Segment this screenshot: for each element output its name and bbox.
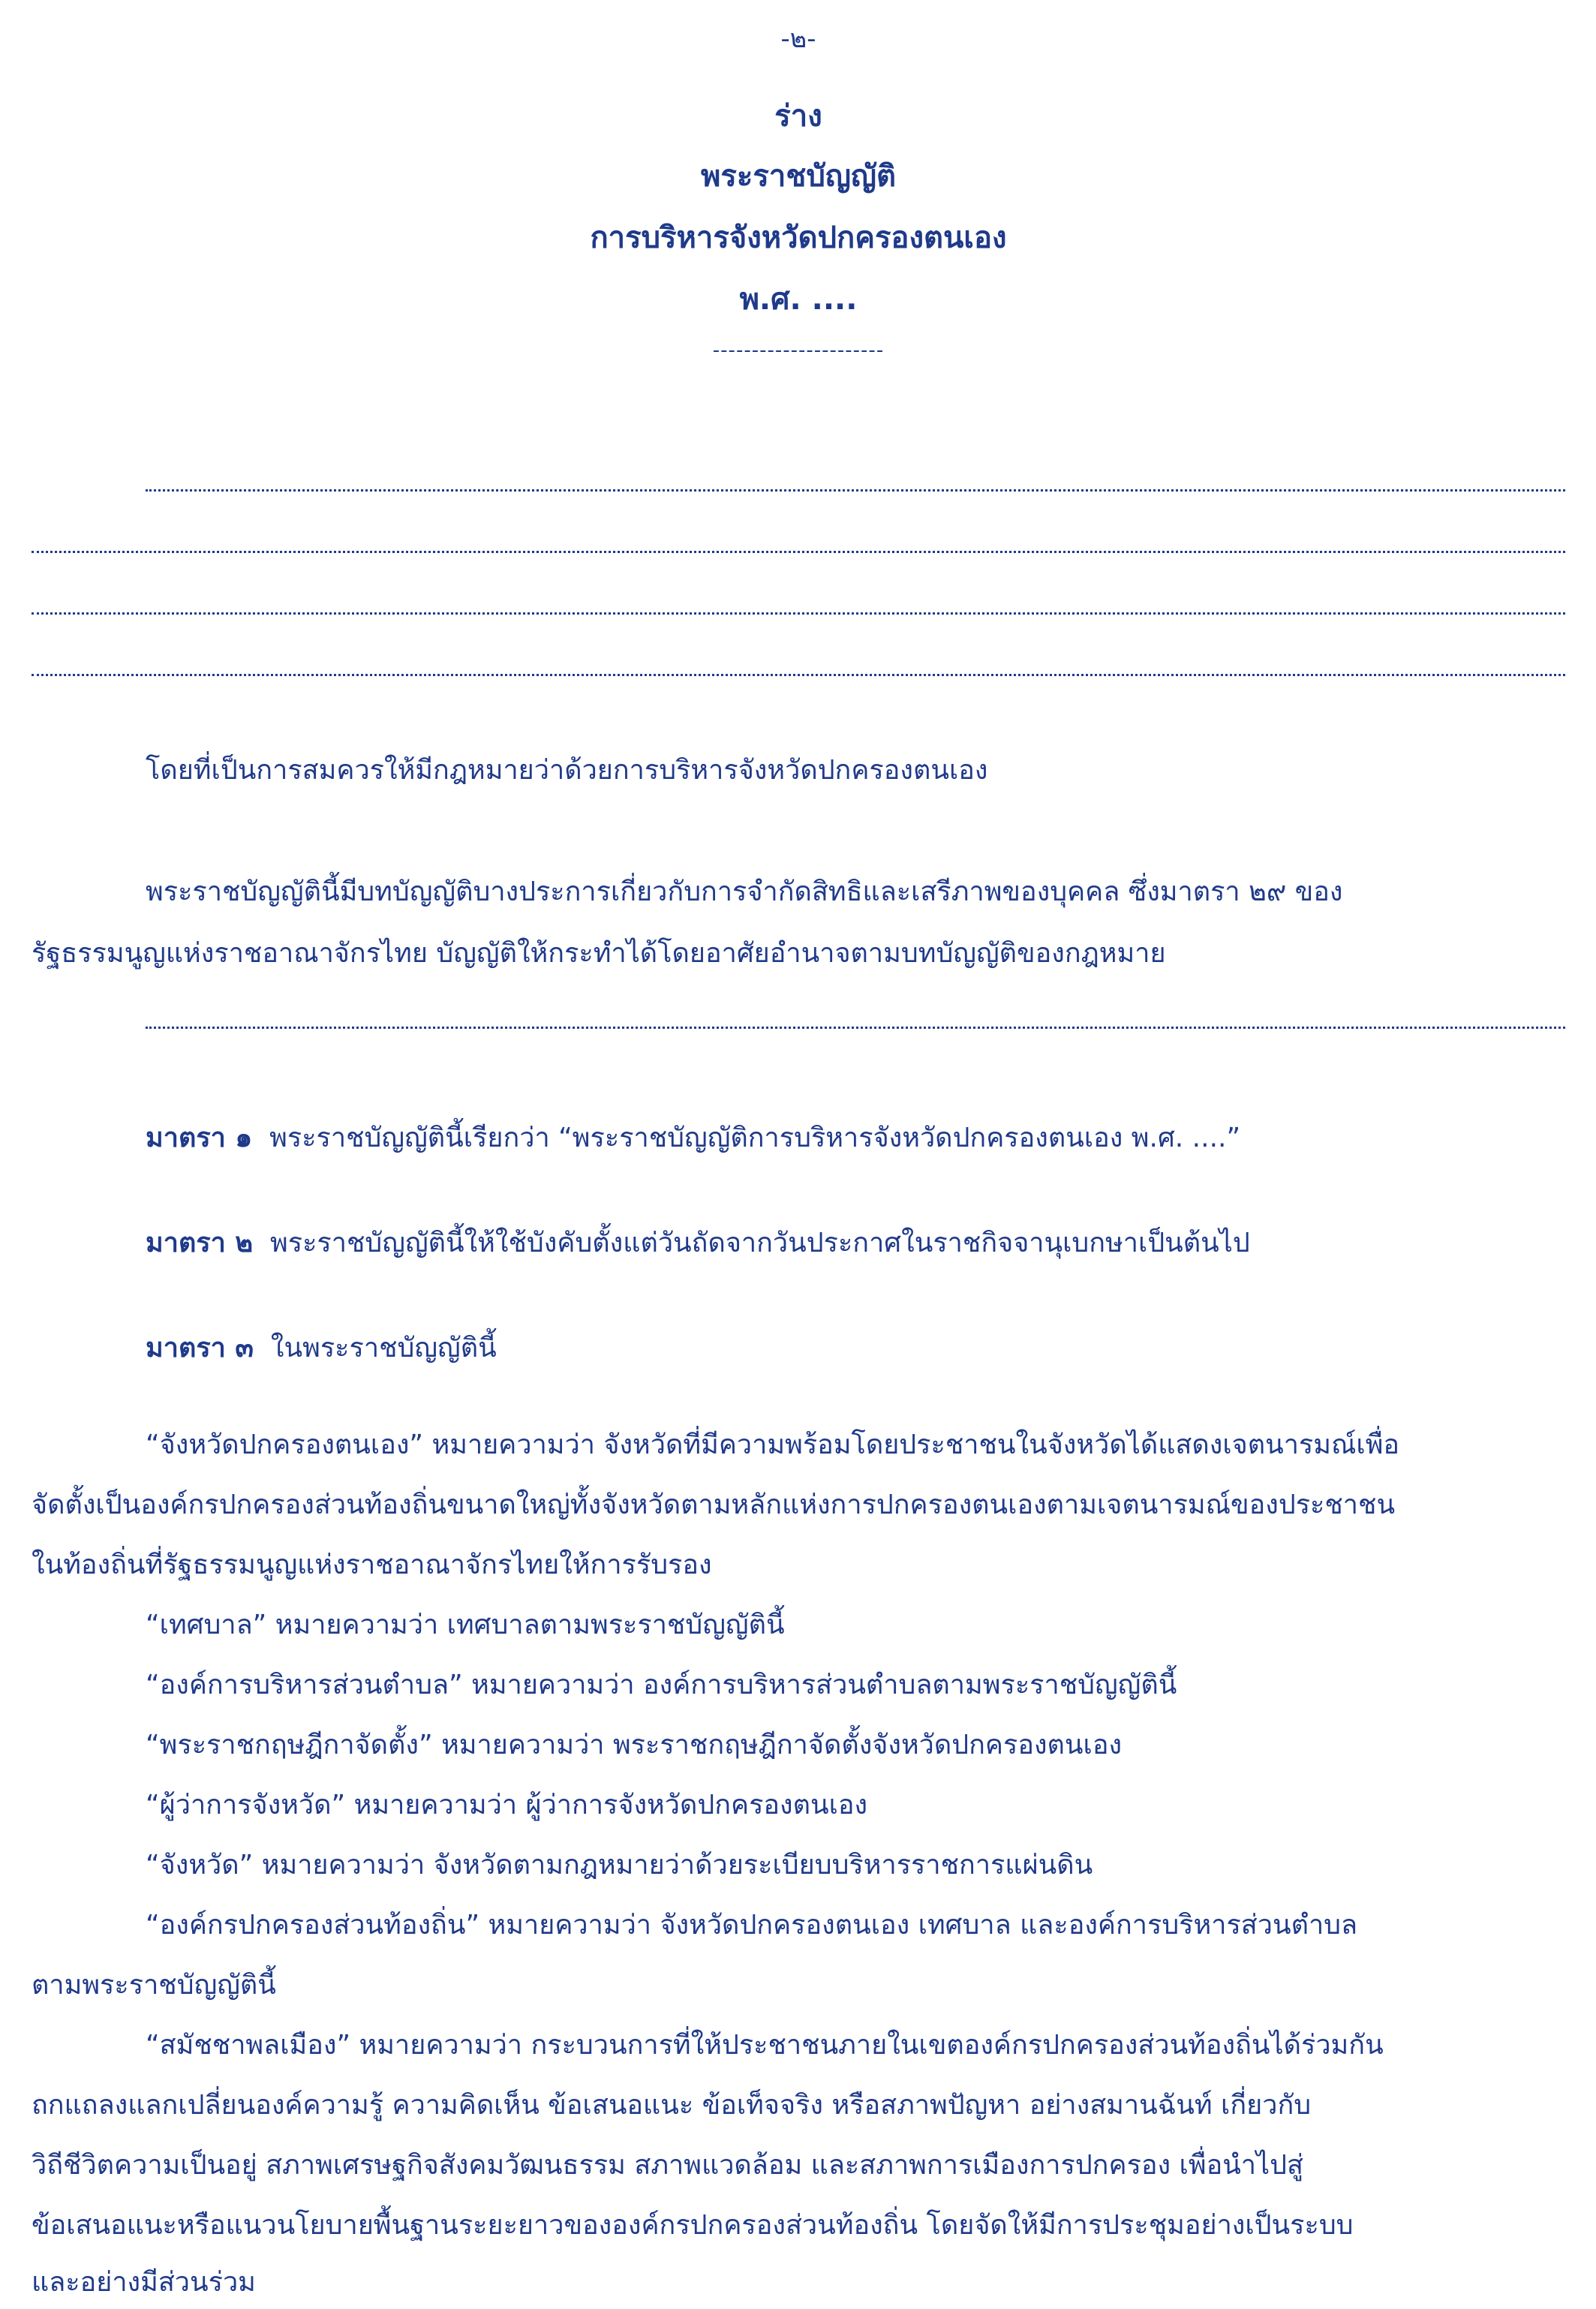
page-number: -๒- (780, 24, 816, 54)
definition-province: “จังหวัด” หมายความว่า จังหวัดตามกฎหมายว่าด้วยระเบียบบริหารราชการแผ่นดิน (146, 1850, 1093, 1881)
draft-label: ร่าง (774, 99, 822, 134)
definition-autonomous-province: “จังหวัดปกครองตนเอง” หมายความว่า จังหวัดที่มีความพร้อมโดยประชาชนในจังหวัดได้แสดงเจตนารมณ์เพื่อ (146, 1430, 1400, 1460)
definition-citizen-assembly-cont: ถกแถลงแลกเปลี่ยนองค์ความรู้ ความคิดเห็น ข้อเสนอแนะ ข้อเท็จจริง หรือสภาพปัญหา อย่างสมานฉันท์ เกี่ยวกับ (32, 2090, 1312, 2121)
section-text: ในพระราชบัญญัตินี้ (270, 1333, 497, 1363)
act-heading: พระราชบัญญัติ (701, 159, 896, 194)
section-text: พระราชบัญญัตินี้เรียกว่า “พระราชบัญญัติการบริหารจังหวัดปกครองตนเอง พ.ศ. ....” (269, 1123, 1241, 1153)
definition-tambon-administrative-org: “องค์การบริหารส่วนตำบล” หมายความว่า องค์การบริหารส่วนตำบลตามพระราชบัญญัตินี้ (146, 1670, 1177, 1700)
definition-citizen-assembly: “สมัชชาพลเมือง” หมายความว่า กระบวนการที่ให้ประชาชนภายในเขตองค์กรปกครองส่วนท้องถิ่นได้ร่วมกัน (146, 2030, 1384, 2061)
blank-dotted-line (32, 612, 1565, 615)
rights-clause-line-2: รัฐธรรมนูญแห่งราชอาณาจักรไทย บัญญัติให้กระทำได้โดยอาศัยอำนาจตามบทบัญญัติของกฎหมาย (32, 938, 1166, 969)
definition-royal-decree: “พระราชกฤษฎีกาจัดตั้ง” หมายความว่า พระราชกฤษฎีกาจัดตั้งจังหวัดปกครองตนเอง (146, 1730, 1123, 1760)
definition-autonomous-province-cont: ในท้องถิ่นที่รัฐธรรมนูญแห่งราชอาณาจักรไทยให้การรับรอง (32, 1550, 712, 1580)
blank-dotted-line (32, 674, 1565, 676)
section-2 (146, 1213, 1250, 1274)
definition-autonomous-province-cont: จัดตั้งเป็นองค์กรปกครองส่วนท้องถิ่นขนาดใหญ่ทั้งจังหวัดตามหลักแห่งการปกครองตนเองตามเจตนารมณ์ของประชาชน (32, 1490, 1396, 1520)
definition-citizen-assembly-cont: ข้อเสนอแนะหรือแนวนโยบายพื้นฐานระยะยาวขององค์กรปกครองส่วนท้องถิ่น โดยจัดให้มีการประชุมอย่างเป็นระบบ (32, 2210, 1354, 2241)
section-label: มาตรา ๒ (146, 1228, 254, 1258)
definition-governor: “ผู้ว่าการจังหวัด” หมายความว่า ผู้ว่าการจังหวัดปกครองตนเอง (146, 1790, 868, 1820)
title-divider: ---------------------- (712, 339, 885, 362)
section-label: มาตรา ๓ (146, 1333, 254, 1363)
act-year: พ.ศ. .... (739, 282, 858, 317)
section-1 (146, 1108, 1240, 1169)
blank-dotted-line (146, 1027, 1565, 1029)
preamble: โดยที่เป็นการสมควรให้มีกฎหมายว่าด้วยการบริหารจังหวัดปกครองตนเอง (146, 755, 988, 786)
section-text: พระราชบัญญัตินี้ให้ใช้บังคับตั้งแต่วันถัดจากวันประกาศในราชกิจจานุเบกษาเป็นต้นไป (270, 1228, 1250, 1258)
act-name: การบริหารจังหวัดปกครองตนเอง (590, 221, 1007, 255)
definition-citizen-assembly-cont: วิถีชีวิตความเป็นอยู่ สภาพเศรษฐกิจสังคมวัฒนธรรม สภาพแวดล้อม และสภาพการเมืองการปกครอง เพื่อนำไปสู่ (32, 2150, 1303, 2181)
definition-local-government-org: “องค์กรปกครองส่วนท้องถิ่น” หมายความว่า จังหวัดปกครองตนเอง เทศบาล และองค์การบริหารส่วนตำบล (146, 1910, 1358, 1941)
definition-municipality: “เทศบาล” หมายความว่า เทศบาลตามพระราชบัญญัตินี้ (146, 1610, 785, 1640)
rights-clause-line-1: พระราชบัญญัตินี้มีบทบัญญัติบางประการเกี่ยวกับการจำกัดสิทธิและเสรีภาพของบุคคล ซึ่งมาตรา ๒๙ ของ (146, 876, 1343, 907)
section-3 (146, 1318, 497, 1379)
section-label: มาตรา ๑ (146, 1123, 253, 1153)
blank-dotted-line (32, 551, 1565, 553)
definition-local-government-org-cont: ตามพระราชบัญญัตินี้ (32, 1970, 276, 2001)
blank-dotted-line (146, 489, 1565, 492)
definition-citizen-assembly-cont: และอย่างมีส่วนร่วม (32, 2267, 256, 2298)
